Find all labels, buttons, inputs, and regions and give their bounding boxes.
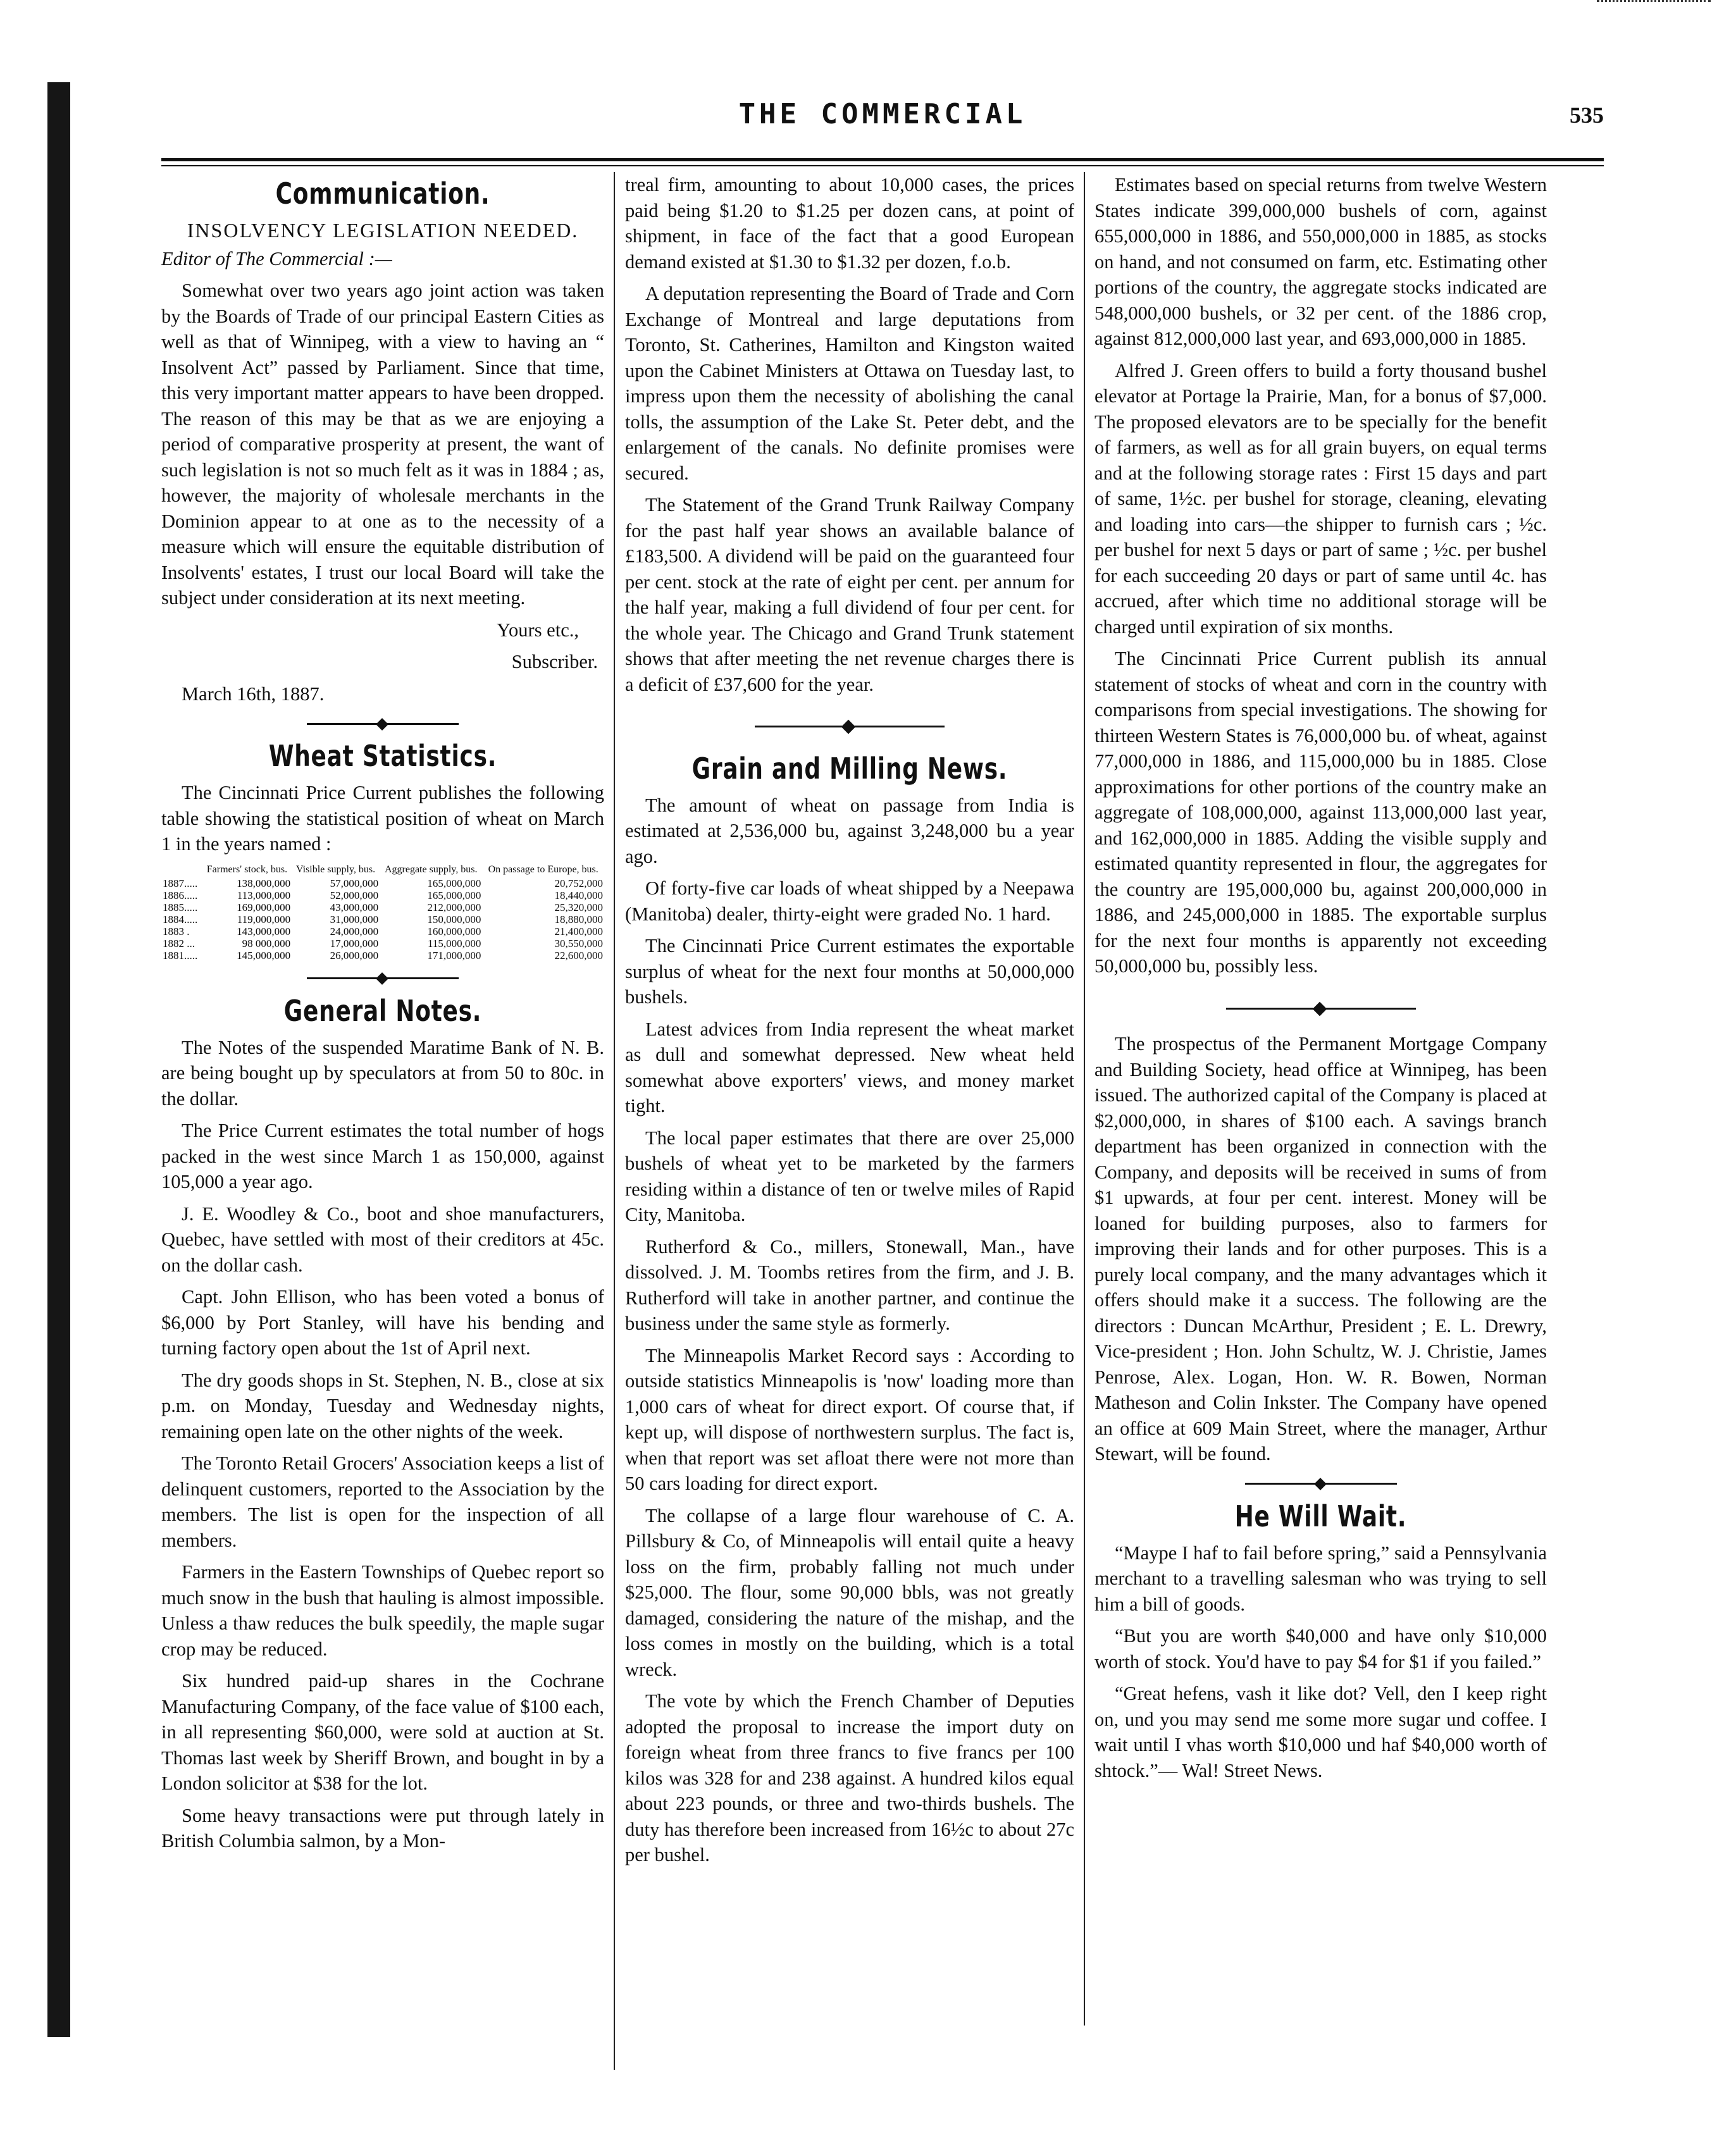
binding-edge <box>47 82 70 2037</box>
subheading-insolvency: INSOLVENCY LEGISLATION NEEDED. <box>187 219 579 242</box>
table-row <box>161 937 604 949</box>
column-divider <box>614 172 615 2070</box>
section-heading-communication: Communication. <box>275 176 490 211</box>
news-paragraph: A deputation representing the Board of Trade and Corn Exchange of Montreal and large deputations from Toronto, St. Catherines, Hamilton and Kingston waited upon the Cabinet Ministers at Ottawa on Tuesday last, to impress upon them the necessity of abolishing the canal tolls, the assumption of the Lake St. Peter debt, and the enlargement of the canals. No definite promises were secured. <box>625 283 1074 484</box>
letter-body: Somewhat over two years ago joint action was taken by the Boards of Trade of our principal Eastern Cities as well as that of Winnipeg, with a view to having an “ Insolvent Act” passed by Parliament. Since that time, this very important matter appears to have been dropped. The reason of this may be that as we are enjoying a period of comparative prosperity at present, the want of such legislation is not so much felt as it was in 1884 ; as, however, the majority of wholesale merchants in the Dominion appear to at one as to the necessity of a measure which will ensure the equitable distribution of Insolvents' estates, I trust our local Board will take the subject under consideration at its next meeting. <box>161 280 604 609</box>
table-header-row <box>161 863 604 877</box>
table-header: Visible supply, bus. <box>296 863 376 875</box>
table-cell: 24,000,000 <box>330 925 379 937</box>
news-paragraph: The Toronto Retail Grocers' Association keeps a list of delinquent customers, reported to the Association by the members. The list is open for the inspection of all members. <box>161 1452 604 1551</box>
table-cell: 1882 ... <box>163 937 195 949</box>
table-cell: 1884..... <box>163 913 198 925</box>
table-cell: 171,000,000 <box>427 949 481 962</box>
letter-signature: Subscriber. <box>511 651 598 672</box>
table-header: Farmers' stock, bus. <box>206 863 288 875</box>
news-paragraph: Capt. John Ellison, who has been voted a bonus of $6,000 by Port Stanley, will have his bending and turning factory open about the 1st of April next. <box>161 1286 604 1359</box>
news-paragraph: The dry goods shops in St. Stephen, N. B., close at six p.m. on Monday, Tuesday and Wednesday nights, remaining open late on the other nights of the week. <box>161 1369 604 1442</box>
table-header <box>161 863 202 877</box>
column-3 <box>1094 172 1547 1790</box>
header-rule <box>161 158 1604 161</box>
table-row <box>161 889 604 901</box>
table-cell: 143,000,000 <box>237 925 291 937</box>
table-cell: 18,880,000 <box>554 913 603 925</box>
news-paragraph: Alfred J. Green offers to build a forty thousand bushel elevator at Portage la Prairie, Man, for a bonus of $7,000. The proposed elevators are to be specially for the benefit of farmers, as well as for all grain buyers, on equal terms and at the following storage rates : First 15 days and part of same, 1½c. per bushel for storage, cleaning, elevating and loading into cars—the shipper to furnish cars ; ½c. per bushel for next 5 days or part of same ; ½c. per bushel for each succeeding 20 days or part of same until 4c. has accrued, after which time no additional storage will be charged until expiration of six months. <box>1094 359 1547 638</box>
letter-salutation: Editor of The Commercial :— <box>161 247 392 269</box>
table-cell: 1886..... <box>163 889 198 901</box>
table-cell: 150,000,000 <box>427 913 481 925</box>
news-paragraph: The Price Current estimates the total number of hogs packed in the west since March 1 as 150,000, against 105,000 a year ago. <box>161 1120 604 1192</box>
table-cell: 119,000,000 <box>237 913 291 925</box>
table-cell: 169,000,000 <box>237 901 291 913</box>
table-cell: 17,000,000 <box>330 937 379 949</box>
table-cell: 160,000,000 <box>427 925 481 937</box>
table-cell: 31,000,000 <box>330 913 379 925</box>
table-cell: 1881..... <box>163 949 198 962</box>
table-cell: 18,440,000 <box>554 889 603 901</box>
table-cell: 20,752,000 <box>554 877 603 889</box>
wheat-intro: The Cincinnati Price Current publishes the following table showing the statistical position of wheat on March 1 in the years named : <box>161 782 604 855</box>
news-paragraph: The Minneapolis Market Record says : According to outside statistics Minneapolis is 'now' loading more than 1,000 cars of wheat for direct export. Of course that, if kept up, will dispose of northwestern surplus. The fact is, when that report was set afloat there were not more than 50 cars loading for direct export. <box>625 1344 1074 1494</box>
table-cell: 1885..... <box>163 901 198 913</box>
table-header: Aggregate supply, bus. <box>384 863 478 875</box>
table-cell: 52,000,000 <box>330 889 379 901</box>
table-cell: 22,600,000 <box>554 949 603 962</box>
news-paragraph: The Cincinnati Price Current estimates the exportable surplus of wheat for the next four months at 50,000,000 bushels. <box>625 935 1074 1008</box>
section-divider <box>161 714 604 731</box>
table-cell: 98 000,000 <box>242 937 291 949</box>
table-row <box>161 877 604 889</box>
section-divider <box>161 969 604 986</box>
news-paragraph: Six hundred paid-up shares in the Cochrane Manufacturing Company, of the face value of $100 each, in all representing $60,000, were sold at auction at St. Thomas last week by Sheriff Brown, and bought in by a London solicitor at $38 for the lot. <box>161 1670 604 1794</box>
section-divider <box>625 708 1074 734</box>
news-paragraph: The amount of wheat on passage from India is estimated at 2,536,000 bu, against 3,248,000 bu a year ago. <box>625 794 1074 867</box>
header-rule-thin <box>161 165 1604 166</box>
table-cell: 165,000,000 <box>427 877 481 889</box>
table-cell: 21,400,000 <box>554 925 603 937</box>
section-divider <box>1094 991 1547 1017</box>
table-cell: 1883 . <box>163 925 190 937</box>
news-paragraph: “Great hefens, vash it like dot? Vell, den I keep right on, und you may send me some more sugar und coffee. I wait until I vhas worth $10,000 und haf $40,000 worth of shtock.”— Wal! Street News. <box>1094 1683 1547 1781</box>
table-cell: 115,000,000 <box>428 937 481 949</box>
table-cell: 25,320,000 <box>554 901 603 913</box>
section-divider <box>1094 1475 1547 1491</box>
letter-date: March 16th, 1887. <box>182 683 325 705</box>
page-header <box>161 98 1604 142</box>
news-paragraph: “But you are worth $40,000 and have only $10,000 worth of stock. You'd have to pay $4 for $1 if you failed.” <box>1094 1625 1547 1673</box>
news-paragraph: Some heavy transactions were put through lately in British Columbia salmon, by a Mon- <box>161 1804 604 1852</box>
column-divider <box>1084 172 1085 2026</box>
column-1 <box>161 172 604 1860</box>
table-row <box>161 913 604 925</box>
letter-signoff: Yours etc., <box>497 619 579 641</box>
table-cell: 138,000,000 <box>237 877 291 889</box>
news-paragraph: Latest advices from India represent the wheat market as dull and somewhat depressed. New wheat held somewhat above exporters' views, and money market tight. <box>625 1018 1074 1116</box>
table-row <box>161 949 604 962</box>
table-cell: 113,000,000 <box>237 889 291 901</box>
news-paragraph: J. E. Woodley & Co., boot and shoe manufacturers, Quebec, have settled with most of their creditors at 45c. on the dollar cash. <box>161 1203 604 1276</box>
news-paragraph: The Statement of the Grand Trunk Railway Company for the past half year shows an available balance of £183,500. A dividend will be paid on the guaranteed four per cent. stock at the rate of eight per cent. per annum for the half year, making a full dividend of four per cent. for the whole year. The Chicago and Grand Trunk statement shows that after meeting the net revenue charges there is a deficit of £37,600 for the year. <box>625 494 1074 695</box>
news-paragraph: The collapse of a large flour warehouse of C. A. Pillsbury & Co, of Minneapolis will entail quite a heavy loss on the firm, probably falling not much under $25,000. The flour, some 90,000 bbls, was not greatly damaged, considering the nature of the mishap, and the loss comes in mostly on the building, which is a total wreck. <box>625 1504 1074 1680</box>
news-paragraph: The vote by which the French Chamber of Deputies adopted the proposal to increase the import duty on foreign wheat from three francs to five francs per 100 kilos was 328 for and 238 against. A hundred kilos equal about 223 pounds, or three and two-thirds bushels. The duty has therefore been increased from 16½c to about 27c per bushel. <box>625 1690 1074 1865</box>
news-paragraph: The Notes of the suspended Maratime Bank of N. B. are being bought up by speculators at from 50 to 80c. in the dollar. <box>161 1036 604 1110</box>
news-paragraph: The Cincinnati Price Current publish its annual statement of stocks of wheat and corn in the country with comparisons from special investigations. The showing for thirteen Western States is 76,000,000 bu. of wheat, against 77,000,000 in 1886, and 115,000,000 bu in 1885. Close approximations for other portions of the country make an aggregate of 108,000,000, against 113,000,000 last year, and 162,000,000 in 1885. Adding the visible supply and estimated quantity represented in flour, the aggregates for the country are 195,000,000 bu, against 200,000,000 in 1886, and 245,000,000 in 1885. The exportable surplus for the next four months is apparently not exceeding 50,000,000 bu, possibly less. <box>1094 648 1547 977</box>
section-heading-general: General Notes. <box>283 993 482 1028</box>
table-row <box>161 925 604 937</box>
table-cell: 26,000,000 <box>330 949 379 962</box>
table-row <box>161 901 604 913</box>
table-cell: 43,000,000 <box>330 901 379 913</box>
table-cell: 30,550,000 <box>554 937 603 949</box>
news-paragraph: Estimates based on special returns from twelve Western States indicate 399,000,000 bushels of corn, against 655,000,000 in 1886, and 550,000,000 in 1885, as stocks on hand, and not consumed on farm, etc. Estimating other portions of the country, the aggregate stocks indicated are 548,000,000 bushels, or 32 per cent. of the 1886 crop, against 812,000,000 last year, and 693,000,000 in 1885. <box>1094 174 1547 349</box>
page-number: 535 <box>1570 102 1604 128</box>
table-cell: 165,000,000 <box>427 889 481 901</box>
news-paragraph: Of forty-five car loads of wheat shipped by a Neepawa (Manitoba) dealer, thirty-eight were graded No. 1 hard. <box>625 877 1074 925</box>
section-heading-wait: He Will Wait. <box>1234 1499 1407 1533</box>
section-heading-grain: Grain and Milling News. <box>691 751 1008 786</box>
scan-mark <box>1597 0 1711 8</box>
news-paragraph: The local paper estimates that there are over 25,000 bushels of wheat yet to be marketed by the farmers residing within a distance of ten or twelve miles of Rapid City, Manitoba. <box>625 1127 1074 1225</box>
table-cell: 57,000,000 <box>330 877 379 889</box>
news-paragraph-continued: treal firm, amounting to about 10,000 cases, the prices paid being $1.20 to $1.25 per dozen cans, at point of shipment, in face of the fact that a good European demand existed at $1.30 to $1.32 per dozen, f.o.b. <box>625 174 1074 273</box>
section-heading-wheat: Wheat Statistics. <box>268 739 497 773</box>
table-cell: 145,000,000 <box>237 949 291 962</box>
wheat-statistics-table <box>161 863 604 962</box>
news-paragraph: “Maype I haf to fail before spring,” said a Pennsylvania merchant to a travelling salesman who was trying to sell him a bill of goods. <box>1094 1542 1547 1615</box>
mortgage-company-notice: The prospectus of the Permanent Mortgage Company and Building Society, head office at Winnipeg, has been issued. The authorized capital of the Company is placed at $2,000,000, in shares of $100 each. A savings branch department has been organized in connection with the Company, and deposits will be received in sums of from $1 upwards, at four per cent. interest. Money will be loaned for building purposes, also to farmers for improving their lands and for other purposes. This is a purely local company, and the many advantages which it offers should make it a success. The following are the directors : Duncan McArthur, President ; E. L. Drewry, Vice-president ; Hon. John Schultz, W. J. Christie, James Penrose, Alex. Logan, Hon. W. R. Bowen, Norman Matheson and Colin Inkster. The Company have opened an office at 609 Main Street, where the manager, Arthur Stewart, will be found. <box>1094 1033 1547 1464</box>
news-paragraph: Farmers in the Eastern Townships of Quebec report so much snow in the bush that hauling is almost impossible. Unless a thaw reduces the bulk speedily, the maple sugar crop may be reduced. <box>161 1561 604 1660</box>
table-cell: 212,000,000 <box>427 901 481 913</box>
table-header: On passage to Europe, bus. <box>488 863 598 875</box>
newspaper-title: THE COMMERCIAL <box>738 98 1027 130</box>
column-2 <box>625 172 1074 1874</box>
news-paragraph: Rutherford & Co., millers, Stonewall, Man., have dissolved. J. M. Toombs retires from the firm, and J. B. Rutherford will take in another partner, and continue the business under the same style as formerly. <box>625 1235 1074 1334</box>
table-cell: 1887..... <box>163 877 198 889</box>
